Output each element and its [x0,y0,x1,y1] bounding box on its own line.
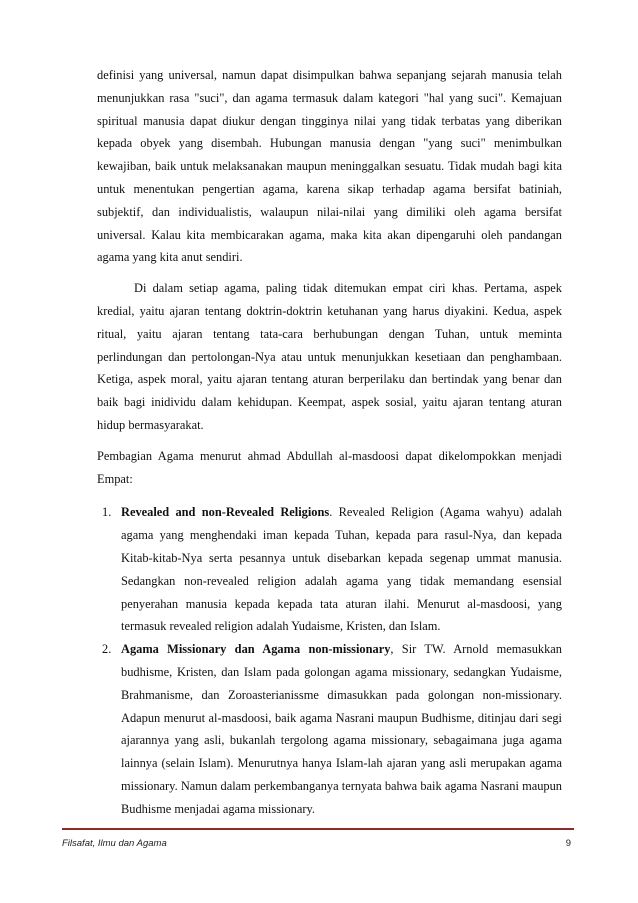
list-item-number: 1. [102,505,112,520]
footer-title: Filsafat, Ilmu dan Agama [62,838,167,849]
page-number: 9 [565,838,571,849]
classification-list [97,501,562,820]
paragraph-classification-intro: Pembagian Agama menurut ahmad Abdullah al-masdoosi dapat dikelompokkan menjadi Empat: [97,448,562,486]
list-item-number: 2. [102,642,112,657]
list-item-term: Revealed and non-Revealed Religions [121,505,330,520]
footer-divider [62,828,574,830]
list-item-body [121,638,562,820]
list-item-text: , Sir TW. Arnold memasukkan budhisme, Kristen, dan Islam pada golongan agama missionary, sedangkan Yudaisme, Brahmanisme, dan Zoroasterianissme dimasukkan pada golongan non-missionary. Adapun menurut al-masdoosi, baik agama Nasrani maupun Budhisme, ditinjau dari segi ajarannya yang asli, bukanlah tergolong agama missionary, sebagaimana juga agama lainnya (selain Islam). Menurutnya hanya Islam-lah ajaran yang asli merupakan agama missionary. Namun dalam perkembanganya ternyata bahwa baik agama Nasrani maupun Budhisme menjadai agama missionary. [121,642,562,816]
paragraph-definition: definisi yang universal, namun dapat disimpulkan bahwa sepanjang sejarah manusia telah menunjukkan rasa "suci", dan agama termasuk dalam kategori "hal yang suci". Kemajuan spiritual manusia dapat diukur dengan tingginya nilai yang tidak terbatas yang diberikan kepada obyek yang disembah. Hubungan manusia dengan "yang suci" menimbulkan kewajiban, baik untuk melaksanakan maupun meninggalkan sesuatu. Tidak mudah bagi kita untuk menentukan pengertian agama, karena sikap terhadap agama bersifat batiniah, subjektif, dan individualistis, walaupun nilai-nilai yang dimiliki oleh agama bersifat universal. Kalau kita membicarakan agama, maka kita akan dipengaruhi oleh pandangan agama yang kita anut sendiri. [97,68,562,265]
list-item-text: . Revealed Religion (Agama wahyu) adalah agama yang menghendaki iman kepada Tuhan, kepada para rasul-Nya, dan kepada Kitab-kitab-Nya serta pesannya untuk disebarkan kepada segenap ummat manusia. Sedangkan non-revealed religion adalah agama yang tidak memandang esensial penyerahan manusia kepada kepada tata aturan ilahi. Menurut al-masdoosi, yang termasuk revealed religion adalah Yudaisme, Kristen, dan Islam. [121,505,562,634]
list-item-term: Agama Missionary dan Agama non-missionary [121,642,391,657]
page-body [97,64,562,821]
paragraph-characteristics: Di dalam setiap agama, paling tidak ditemukan empat ciri khas. Pertama, aspek kredial, yaitu ajaran tentang doktrin-doktrin ketuhanan yang harus diyakini. Kedua, aspek ritual, yaitu ajaran tentang tata-cara berhubungan dengan Tuhan, untuk meminta perlindungan dan pertolongan-Nya atau untuk menunjukkan kesetiaan dan penghambaan. Ketiga, aspek moral, yaitu ajaran tentang aturan berperilaku dan bertindak yang benar dan baik bagi inidividu dalam kehidupan. Keempat, aspek sosial, yaitu ajaran tentang aturan hidup bermasyarakat. [97,281,562,432]
list-item [97,501,562,638]
list-item [97,638,562,820]
list-item-body [121,501,562,638]
